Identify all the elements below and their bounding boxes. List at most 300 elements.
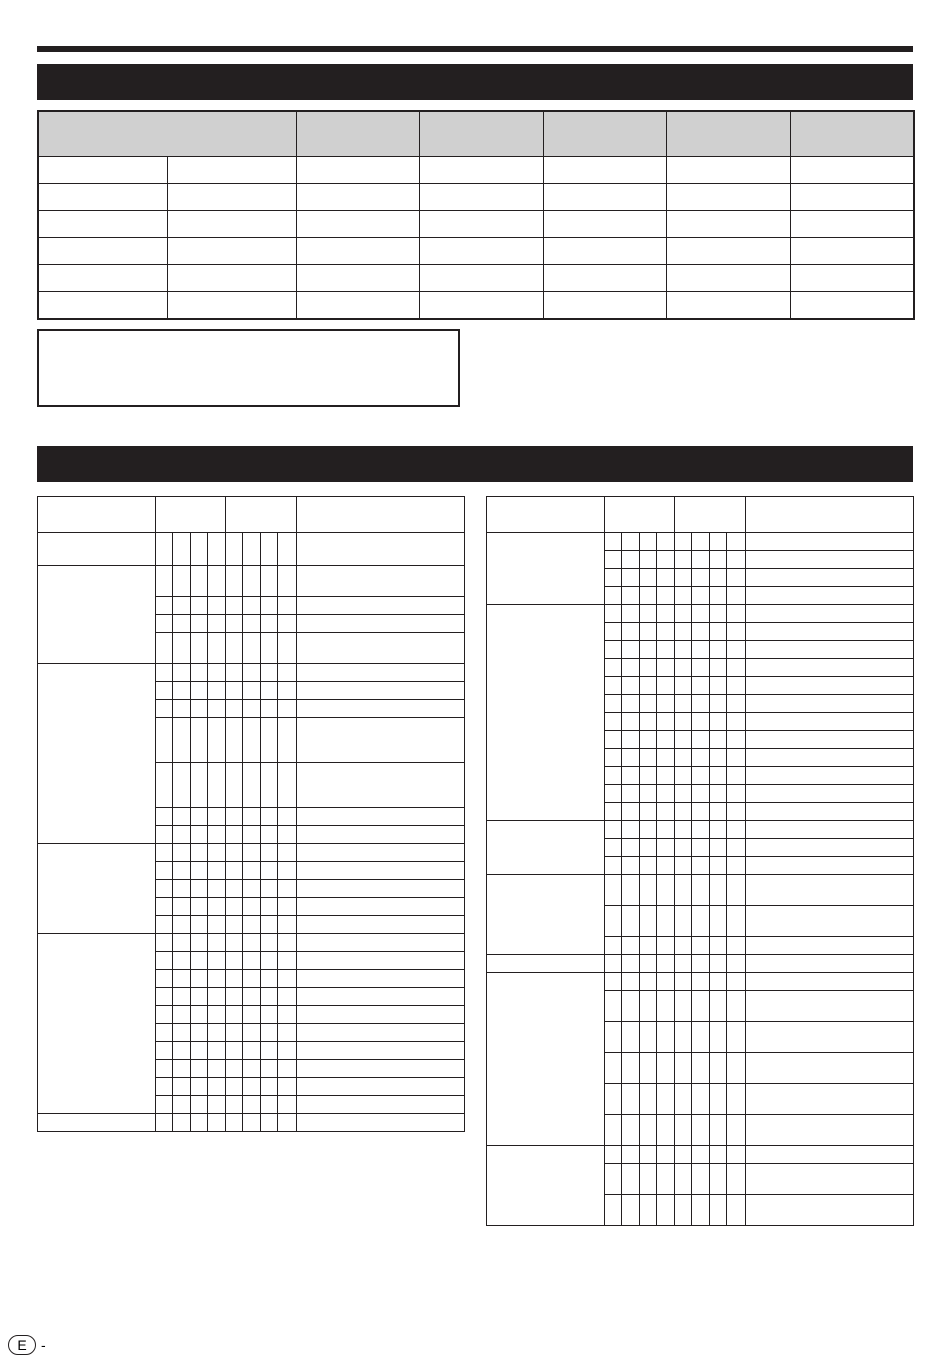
grid-check-cell [208,970,226,988]
top-rule [37,46,913,52]
grid-check-cell [208,718,226,763]
grid-desc-cell [745,1195,913,1226]
grid-check-cell [727,821,745,839]
grid-check-cell [156,952,173,970]
grid-check-cell [605,677,622,695]
grid-check-cell [278,934,296,952]
grid-check-cell [208,1024,226,1042]
grid-desc-cell [745,1115,913,1146]
spec-cell [543,184,666,211]
grid-check-cell [622,767,640,785]
spec-header-cell [790,111,914,157]
grid-check-cell [191,664,208,682]
grid-check-cell [727,605,745,623]
grid-check-cell [657,713,675,731]
grid-check-cell [208,682,226,700]
grid-check-cell [156,1060,173,1078]
grid-check-cell [675,749,692,767]
grid-check-cell [675,623,692,641]
spec-cell [296,211,419,238]
page-language-badge: E [8,1335,36,1355]
grid-check-cell [675,1084,692,1115]
grid-check-cell [640,677,657,695]
grid-check-cell [640,1115,657,1146]
grid-desc-cell [296,844,464,862]
grid-check-cell [191,1006,208,1024]
grid-desc-cell [296,533,464,566]
grid-check-cell [243,533,261,566]
grid-check-cell [640,1053,657,1084]
grid-check-cell [622,875,640,906]
grid-check-cell [605,569,622,587]
grid-desc-cell [296,988,464,1006]
grid-check-cell [605,767,622,785]
grid-check-cell [278,970,296,988]
grid-check-cell [208,763,226,808]
grid-check-cell [173,970,191,988]
grid-check-cell [692,767,710,785]
spec-row [38,184,914,211]
spec-header-cell [296,111,419,157]
grid-check-cell [278,952,296,970]
grid-check-cell [208,952,226,970]
grid-check-cell [727,713,745,731]
grid-desc-cell [745,677,913,695]
spec-cell [296,292,419,320]
grid-check-cell [657,605,675,623]
grid-check-cell [191,718,208,763]
grid-check-cell [243,826,261,844]
grid-check-cell [657,767,675,785]
grid-check-cell [710,955,727,973]
grid-desc-cell [296,718,464,763]
grid-check-cell [727,1115,745,1146]
grid-desc-cell [296,597,464,615]
spec-row [38,157,914,184]
grid-desc-cell [745,749,913,767]
grid-check-cell [710,906,727,937]
spec-row [38,292,914,320]
grid-check-cell [657,857,675,875]
grid-check-cell [243,898,261,916]
grid-desc-cell [296,1096,464,1114]
grid-check-cell [605,1053,622,1084]
grid-group-cell [487,973,605,1146]
grid-check-cell [191,970,208,988]
grid-group-cell [38,934,156,1114]
grid-desc-cell [745,785,913,803]
grid-check-cell [226,862,243,880]
grid-group-cell [38,1114,156,1132]
grid-check-cell [261,862,278,880]
grid-check-cell [692,731,710,749]
grid-check-cell [692,906,710,937]
grid-check-cell [622,991,640,1022]
grid-check-cell [622,1146,640,1164]
grid-check-cell [243,718,261,763]
grid-check-cell [173,952,191,970]
grid-check-cell [622,731,640,749]
grid-check-cell [156,615,173,633]
grid-check-cell [191,633,208,664]
grid-check-cell [156,700,173,718]
grid-check-cell [605,906,622,937]
grid-check-cell [657,1195,675,1226]
grid-check-cell [605,937,622,955]
spec-cell [38,157,167,184]
grid-check-cell [208,700,226,718]
grid-check-cell [692,1164,710,1195]
grid-header-cell [226,497,296,533]
grid-check-cell [710,1115,727,1146]
grid-desc-cell [745,695,913,713]
grid-check-cell [675,821,692,839]
grid-check-cell [261,916,278,934]
grid-check-cell [640,839,657,857]
grid-check-cell [675,857,692,875]
grid-check-cell [657,587,675,605]
grid-check-cell [675,1053,692,1084]
grid-check-cell [261,934,278,952]
grid-check-cell [278,1042,296,1060]
grid-check-cell [675,785,692,803]
grid-desc-cell [296,1078,464,1096]
grid-check-cell [692,1084,710,1115]
grid-check-cell [605,731,622,749]
grid-check-cell [692,875,710,906]
grid-check-cell [173,533,191,566]
grid-check-cell [710,605,727,623]
grid-check-cell [208,1078,226,1096]
grid-check-cell [605,1195,622,1226]
grid-row [487,605,914,623]
grid-check-cell [692,973,710,991]
spec-table [37,110,915,320]
grid-desc-cell [745,641,913,659]
grid-desc-cell [296,566,464,597]
grid-check-cell [173,633,191,664]
grid-check-cell [640,906,657,937]
grid-check-cell [675,1022,692,1053]
grid-check-cell [675,906,692,937]
grid-check-cell [191,1060,208,1078]
grid-check-cell [173,988,191,1006]
grid-desc-cell [745,713,913,731]
grid-check-cell [622,973,640,991]
grid-check-cell [727,695,745,713]
grid-check-cell [727,906,745,937]
grid-check-cell [675,1115,692,1146]
grid-desc-cell [296,1060,464,1078]
grid-check-cell [243,1024,261,1042]
grid-check-cell [657,623,675,641]
grid-check-cell [710,569,727,587]
grid-check-cell [278,1096,296,1114]
grid-header-cell [156,497,226,533]
grid-header-row [38,497,465,533]
spec-header-cell [38,111,296,157]
grid-check-cell [727,1146,745,1164]
grid-check-cell [692,605,710,623]
grid-desc-cell [745,1022,913,1053]
grid-check-cell [657,955,675,973]
grid-check-cell [261,1060,278,1078]
grid-check-cell [640,785,657,803]
grid-check-cell [208,597,226,615]
grid-check-cell [208,934,226,952]
grid-desc-cell [745,937,913,955]
grid-check-cell [675,767,692,785]
grid-check-cell [226,1114,243,1132]
grid-check-cell [191,988,208,1006]
grid-check-cell [208,880,226,898]
grid-check-cell [156,862,173,880]
grid-check-cell [605,1022,622,1053]
grid-check-cell [692,551,710,569]
grid-check-cell [692,677,710,695]
grid-check-cell [156,566,173,597]
grid-check-cell [156,808,173,826]
spec-cell [419,265,543,292]
grid-check-cell [640,803,657,821]
grid-check-cell [675,695,692,713]
grid-check-cell [278,844,296,862]
grid-check-cell [278,988,296,1006]
grid-check-cell [191,533,208,566]
grid-check-cell [226,934,243,952]
grid-check-cell [278,682,296,700]
grid-check-cell [657,695,675,713]
grid-check-cell [173,682,191,700]
grid-check-cell [156,633,173,664]
spec-cell [167,157,296,184]
grid-check-cell [727,767,745,785]
grid-check-cell [156,916,173,934]
grid-check-cell [261,763,278,808]
grid-check-cell [675,659,692,677]
grid-check-cell [622,695,640,713]
grid-check-cell [261,1006,278,1024]
grid-check-cell [692,659,710,677]
grid-check-cell [622,857,640,875]
grid-desc-cell [296,1042,464,1060]
grid-check-cell [710,991,727,1022]
grid-check-cell [622,1022,640,1053]
grid-check-cell [727,641,745,659]
grid-group-cell [487,1146,605,1226]
spec-cell [296,238,419,265]
grid-desc-cell [296,952,464,970]
grid-row [487,1146,914,1164]
grid-check-cell [675,677,692,695]
grid-check-cell [226,844,243,862]
grid-check-cell [657,937,675,955]
grid-check-cell [278,1060,296,1078]
grid-header-cell [675,497,745,533]
grid-check-cell [710,821,727,839]
grid-check-cell [605,749,622,767]
grid-check-cell [622,1084,640,1115]
grid-desc-cell [296,934,464,952]
grid-check-cell [243,970,261,988]
grid-check-cell [226,700,243,718]
grid-check-cell [605,659,622,677]
grid-check-cell [710,533,727,551]
grid-check-cell [605,695,622,713]
spec-cell [666,292,790,320]
grid-check-cell [727,587,745,605]
grid-check-cell [173,700,191,718]
grid-check-cell [710,839,727,857]
grid-check-cell [261,566,278,597]
grid-check-cell [261,1114,278,1132]
grid-check-cell [605,1146,622,1164]
grid-check-cell [156,763,173,808]
grid-check-cell [173,763,191,808]
compatibility-table-left [37,496,465,1132]
grid-check-cell [261,898,278,916]
grid-desc-cell [296,898,464,916]
grid-check-cell [692,991,710,1022]
grid-desc-cell [745,803,913,821]
grid-check-cell [261,615,278,633]
spec-cell [167,211,296,238]
grid-check-cell [692,533,710,551]
grid-check-cell [640,659,657,677]
grid-check-cell [622,821,640,839]
grid-check-cell [261,844,278,862]
grid-check-cell [622,533,640,551]
grid-check-cell [675,605,692,623]
grid-check-cell [727,991,745,1022]
grid-check-cell [243,988,261,1006]
section-header-band-1 [37,64,913,100]
grid-check-cell [692,1053,710,1084]
grid-check-cell [727,1195,745,1226]
grid-check-cell [640,857,657,875]
grid-check-cell [675,1164,692,1195]
grid-check-cell [173,1006,191,1024]
grid-check-cell [640,1146,657,1164]
grid-check-cell [605,839,622,857]
note-box [37,329,460,407]
grid-check-cell [710,551,727,569]
grid-check-cell [156,826,173,844]
grid-check-cell [640,587,657,605]
grid-check-cell [243,1006,261,1024]
grid-check-cell [243,934,261,952]
grid-row [487,821,914,839]
grid-check-cell [226,1096,243,1114]
grid-check-cell [640,937,657,955]
grid-check-cell [657,839,675,857]
grid-check-cell [278,566,296,597]
grid-check-cell [156,988,173,1006]
grid-check-cell [208,844,226,862]
grid-check-cell [226,763,243,808]
grid-check-cell [208,533,226,566]
grid-check-cell [710,875,727,906]
grid-check-cell [692,695,710,713]
grid-check-cell [243,1096,261,1114]
grid-check-cell [622,1195,640,1226]
grid-check-cell [278,763,296,808]
grid-check-cell [657,785,675,803]
grid-desc-cell [745,857,913,875]
grid-check-cell [243,952,261,970]
grid-desc-cell [745,1084,913,1115]
grid-check-cell [605,1115,622,1146]
grid-check-cell [640,641,657,659]
grid-check-cell [226,533,243,566]
grid-check-cell [622,659,640,677]
grid-check-cell [191,615,208,633]
grid-desc-cell [296,615,464,633]
grid-desc-cell [745,533,913,551]
grid-check-cell [261,970,278,988]
grid-check-cell [243,615,261,633]
spec-cell [296,157,419,184]
grid-check-cell [226,826,243,844]
grid-desc-cell [745,839,913,857]
grid-check-cell [640,731,657,749]
grid-check-cell [727,677,745,695]
grid-check-cell [640,749,657,767]
grid-check-cell [173,862,191,880]
grid-check-cell [278,597,296,615]
grid-check-cell [208,615,226,633]
grid-row [38,844,465,862]
grid-check-cell [278,533,296,566]
grid-check-cell [156,1078,173,1096]
grid-check-cell [640,955,657,973]
grid-check-cell [243,1060,261,1078]
grid-check-cell [675,955,692,973]
grid-header-cell [745,497,913,533]
grid-desc-cell [745,973,913,991]
grid-check-cell [657,749,675,767]
grid-check-cell [226,898,243,916]
grid-check-cell [710,973,727,991]
grid-check-cell [710,641,727,659]
grid-check-cell [226,597,243,615]
grid-check-cell [261,808,278,826]
grid-check-cell [675,803,692,821]
spec-cell [419,184,543,211]
spec-cell [38,265,167,292]
grid-check-cell [657,803,675,821]
grid-check-cell [226,1006,243,1024]
grid-check-cell [278,1006,296,1024]
grid-check-cell [156,1024,173,1042]
grid-check-cell [675,713,692,731]
grid-check-cell [173,1096,191,1114]
grid-group-cell [487,955,605,973]
grid-check-cell [156,844,173,862]
grid-check-cell [261,952,278,970]
grid-check-cell [675,641,692,659]
grid-check-cell [226,880,243,898]
grid-check-cell [156,1114,173,1132]
grid-check-cell [727,785,745,803]
spec-cell [38,238,167,265]
grid-check-cell [278,808,296,826]
grid-check-cell [605,1164,622,1195]
grid-check-cell [727,749,745,767]
grid-check-cell [243,1114,261,1132]
grid-check-cell [640,1022,657,1053]
spec-header-cell [666,111,790,157]
